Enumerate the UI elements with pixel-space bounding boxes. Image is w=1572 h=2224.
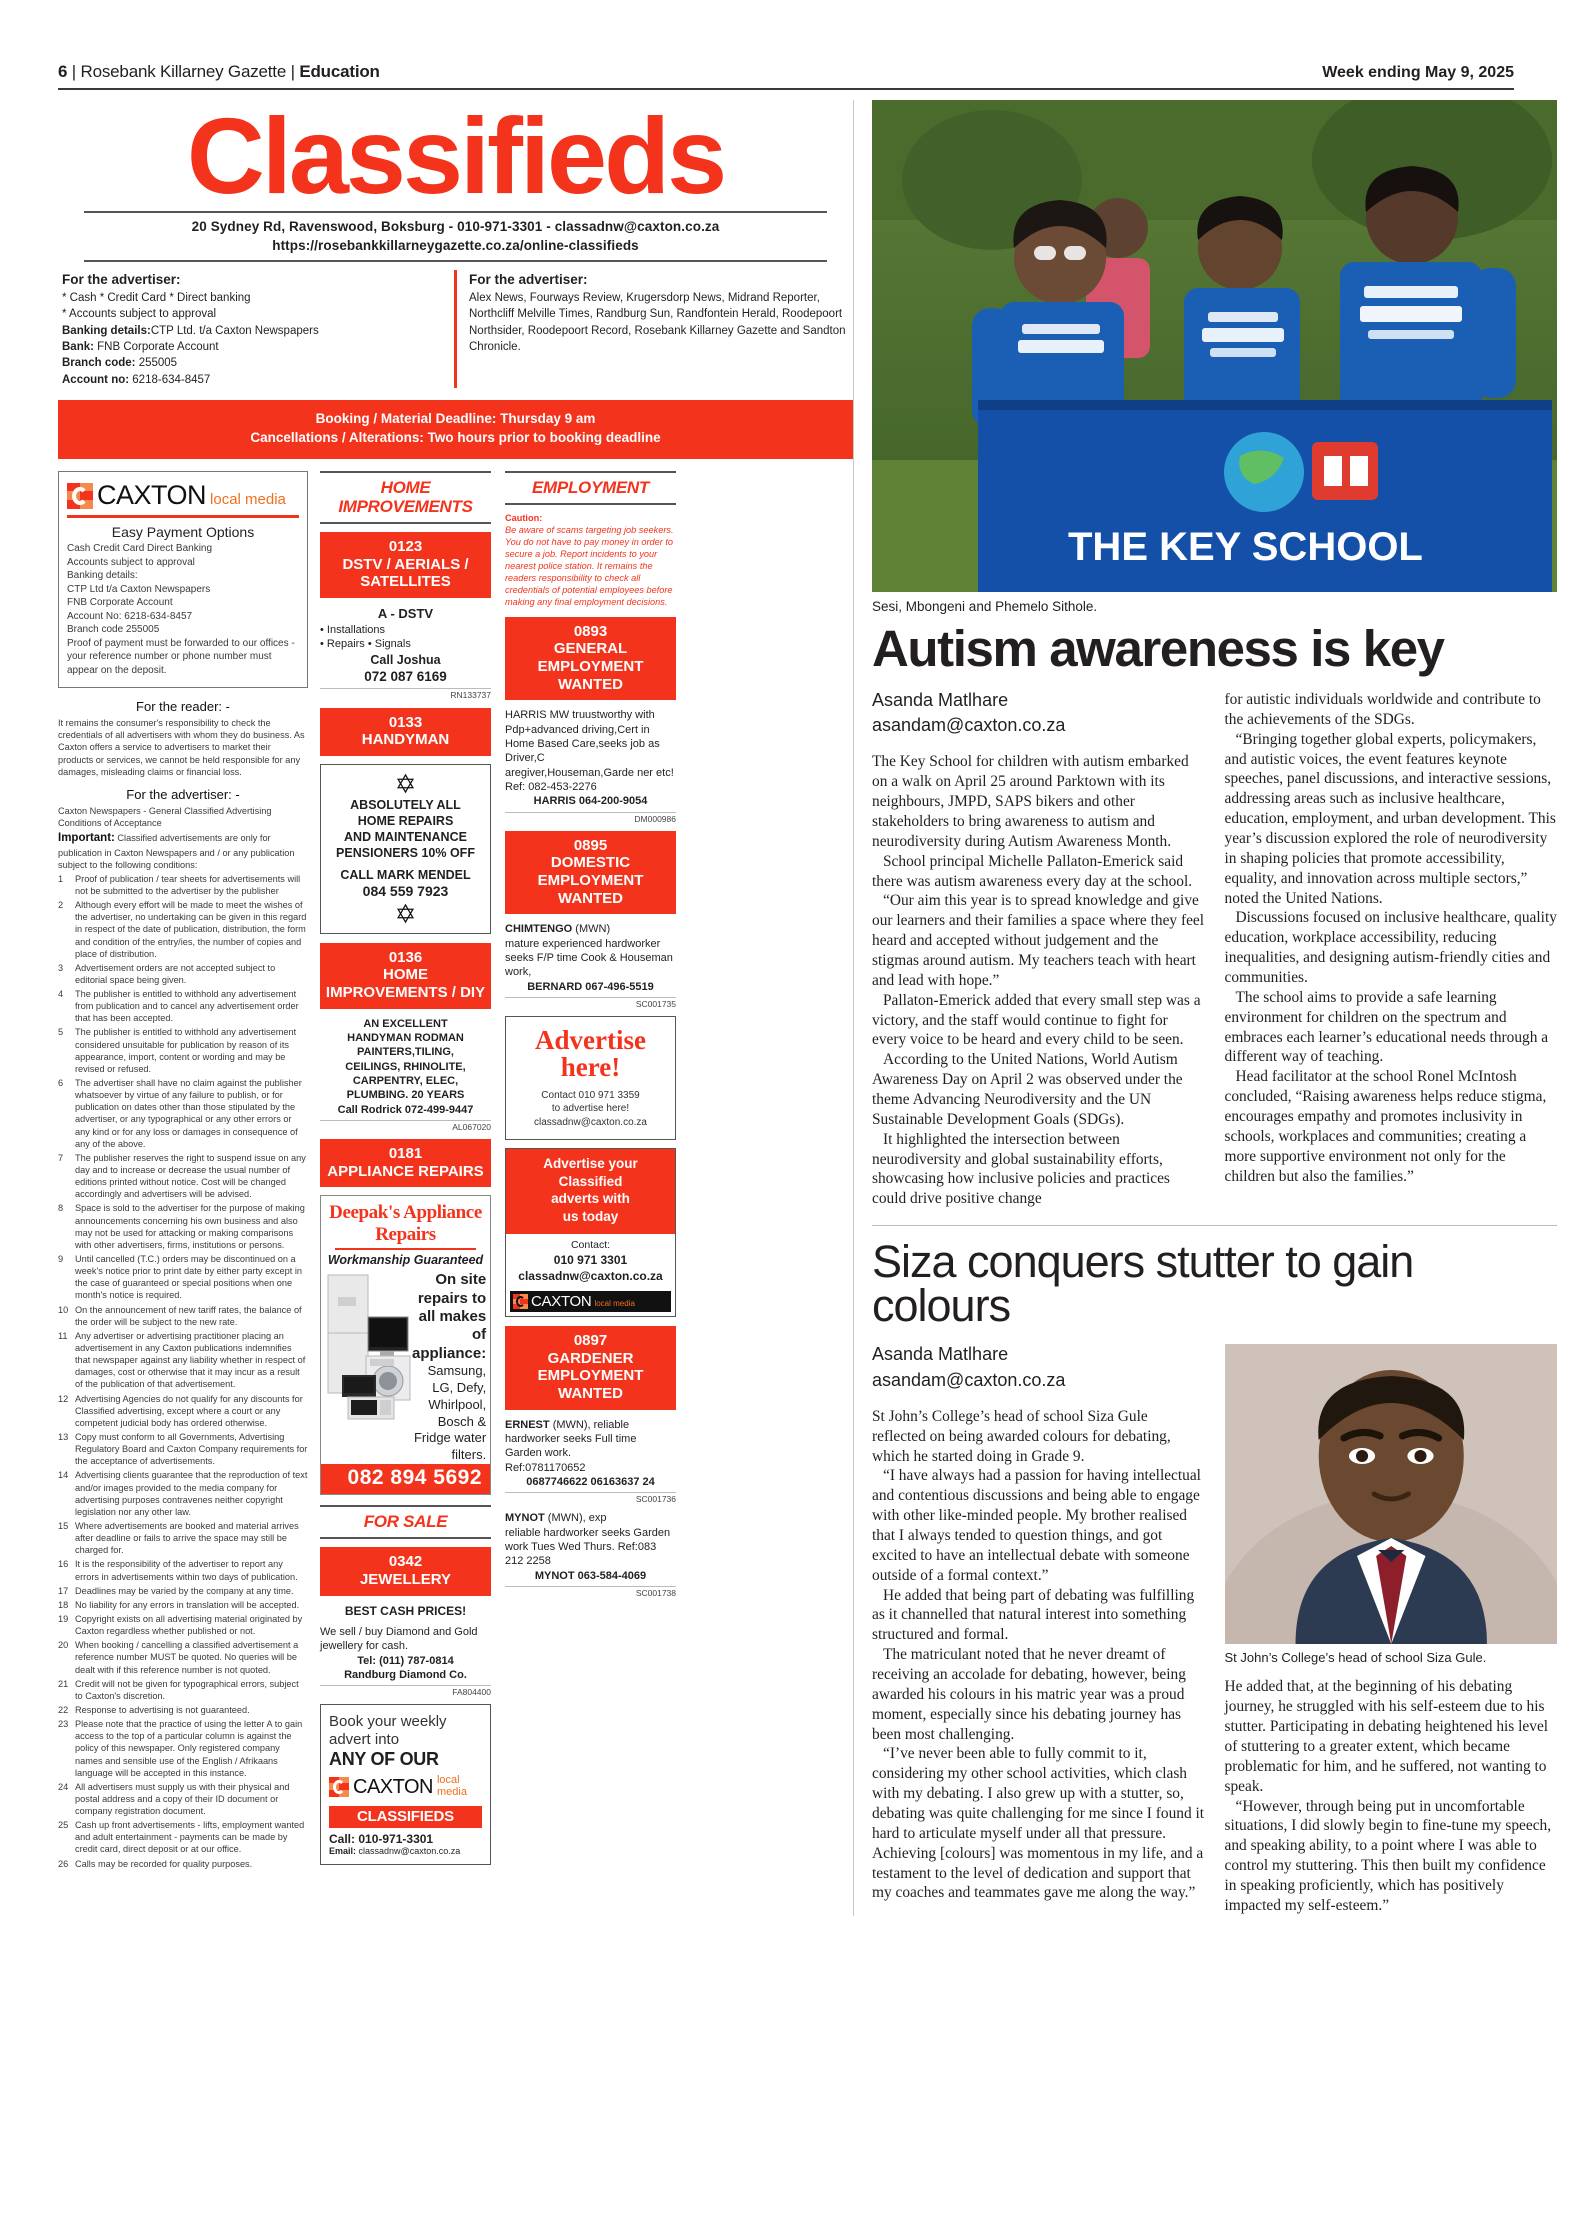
deepak-body	[321, 1271, 490, 1464]
list-item: 20 When booking / cancelling a classified advertisement a reference number MUST be quoted. No queries will be dealt with if this reference number is not quoted.	[58, 1640, 299, 1675]
category-0136[interactable]: 0136 HOME IMPROVEMENTS / DIY	[320, 943, 491, 1009]
deepak-title: Deepak's Appliance Repairs	[329, 1202, 482, 1246]
ad-reference: AL067020	[320, 1120, 491, 1133]
star-of-david-icon: ✡	[394, 768, 417, 799]
caxton-logo: CAXTON local media	[510, 1291, 671, 1312]
list-item: 6 The advertiser shall have no claim against the publisher whatsoever by virtue of any failure to publish, or for publication on dates other than those stipulated by the advertiser, or any typographical or any other errors or any kind or for any loss or damages in consequence of any of the above.	[58, 1078, 302, 1149]
list-item: 3 Advertisement orders are not accepted subject to editorial space being given.	[58, 962, 276, 985]
list-item: 4 The publisher is entitled to withhold any advertisement from publication and to cancel any advertisement order that has been accepted.	[58, 989, 299, 1024]
deepak-warranty: Workmanship Guaranteed	[327, 1253, 484, 1268]
ad-lead-line: ERNEST (MWN), reliable	[505, 1418, 630, 1431]
account-number-line: Account no: 6218-634-8457	[62, 373, 211, 386]
list-item: 1 Proof of publication / tear sheets for advertisements will not be submitted to the advertiser by the publisher	[58, 873, 301, 896]
important-note: Important: Classified advertisements are only for publication in Caxton Newspapers and / or any publication subject to the following conditions:	[58, 832, 295, 870]
classifieds-logo: Classifieds	[186, 95, 725, 216]
branch-code-line: Branch code: 255005	[62, 357, 178, 370]
ad-reference: FA804400	[320, 1685, 491, 1698]
article-divider	[872, 1225, 1557, 1226]
bank-line: Bank: FNB Corporate Account	[62, 340, 219, 353]
book-email-line: Email: classadnw@caxton.co.za	[329, 1845, 461, 1856]
ad-reference: SC001736	[505, 1492, 676, 1505]
advertiser-conditions-line: Caxton Newspapers - General Classified Advertising Conditions of Acceptance	[58, 806, 272, 829]
section-header-employment: EMPLOYMENT	[505, 471, 676, 505]
list-item: 16 It is the responsibility of the advertiser to report any errors in advertisements within two days of publication.	[58, 1559, 298, 1582]
terms-list	[58, 873, 308, 1870]
list-item: 8 Space is sold to the advertiser for the purpose of making announcements concerning his own business and also may not be used for attacking or making comparisons with other advertisers, firms, institutions or persons.	[58, 1203, 305, 1250]
ad-reference: RN133737	[320, 688, 491, 701]
list-item: 23 Please note that the practice of using the letter A to gain access to the top of a particular column is against the policy of this newspaper. Only registered company names and sensible use of the English / Afrikaans language will be accepted in this instance.	[58, 1719, 303, 1778]
article2-text-col1: St John’s College’s head of school Siza Gule reflected on being awarded colours for debating, which he started doing in Grade 9. “I have always had a passion for having intellectual and contentious discussions and being able to engage with other like-minded people. My brother realised that I always tended to question things, and got excited to have an intellectual debate with someone outside of a formal context.” He added that being part of debating was fulfilling as it channelled that natural interest into something structured and formal. The matriculant noted that he never dreamt of receiving an accolade for debating, however, being awarded his colours in his matric year was a proud moment, especially since his debating journey has been most challenging. “I’ve never been able to fully commit to it, considering my other school activities, which clash with my debating. I also grew up with a stutter, so, debating was quite challenging for me since I found it hard to articulate myself under all that pressure. Achieving [colours] was momentous in my life, and a testament to the level of dedication and support that my coaches and teammates gave me along the way.”	[872, 1407, 1205, 1902]
list-item: 17 Deadlines may be varied by the company at any time.	[58, 1585, 294, 1596]
book-call-line: Call: 010-971-3301	[329, 1831, 434, 1846]
category-0342[interactable]: 0342 JEWELLERY	[320, 1547, 491, 1595]
caxton-logo	[67, 480, 299, 511]
article1-column-1	[872, 690, 1205, 1209]
deadline-line-2: Cancellations / Alterations: Two hours prior to booking deadline	[250, 430, 661, 446]
caxton-rule	[67, 515, 299, 518]
article1-photo	[872, 100, 1557, 592]
ad-harris-driver: HARRIS MW truustworthy with Pdp+advanced driving,Cert in Home Based Care,seeks job as Driver,C aregiver,Houseman,Garde ner etc! Ref: 082-453-2276 HARRIS 064-200-9054 DM000986	[505, 709, 676, 824]
list-item: 19 Copyright exists on all advertising material originated by Caxton regardless whether published or not.	[58, 1613, 303, 1637]
list-item: 14 Advertising clients guarantee that the reproduction of text and/or images provided to the media company for advertising purposes contravenes neither copyright legislation nor any other law.	[58, 1470, 308, 1517]
list-item: 5 The publisher is entitled to withhold any advertisement considered unsuitable for publication by reason of its appearance, import, content or wording and may be revised or refused.	[58, 1027, 297, 1074]
article2-body	[872, 1344, 1557, 1915]
svg-text:THE KEY SCHOOL: THE KEY SCHOOL	[1068, 525, 1423, 569]
ad-deepak-appliance-repairs	[320, 1195, 491, 1495]
caxton-payment-box	[58, 471, 308, 688]
ad-handyman-rodman: AN EXCELLENT HANDYMAN RODMAN PAINTERS,TILING, CEILINGS, RHINOLITE, CARPENTRY, ELEC, PLUMBING. 20 YEARS Call Rodrick 072-499-9447 AL067020	[320, 1017, 491, 1133]
siza-gule-portrait	[1225, 1344, 1558, 1644]
for-the-reader-heading: For the reader: -	[136, 699, 230, 715]
article1-text-col2: for autistic individuals worldwide and contribute to the achievements of the SDGs. “Bringing together global experts, policymakers, and autistic voices, the event features keynote speeches, panel discussions, and interactive sessions, addressing areas such as inclusive healthcare, education, employment, and urban development. This year’s discussion explored the role of neurodiversity in shaping policies that promote accessibility, equality, and innovation across multiple sectors,” noted the United Nations. Discussions focused on inclusive healthcare, quality education, workplace accessibility, reducing inequalities, and designing autism-friendly cities and communities. The school aims to provide a safe learning environment for children on the spectrum and embraces each learner’s educational needs through a different way of teaching. Head facilitator at the school Ronel McIntosh concluded, “Raising awareness helps reduce stigma, encourages empathy and promotes inclusivity in schools, workplaces and communities; creating a more supportive environment not only for the children but also the families.”	[1224, 690, 1557, 1185]
caxton-c-icon	[67, 483, 93, 509]
article1-byline-email[interactable]: asandam@caxton.co.za	[872, 715, 1066, 736]
category-0895[interactable]: 0895 DOMESTIC EMPLOYMENT WANTED	[505, 831, 676, 915]
ad-mendel-body: ABSOLUTELY ALL HOME REPAIRS AND MAINTENANCE PENSIONERS 10% OFF CALL MARK MENDEL 084 559 7923	[336, 797, 475, 899]
payment-line-1: * Cash * Credit Card * Direct banking	[62, 291, 251, 304]
ad-chimtengo-cook: CHIMTENGO (MWN) mature experienced hardworker seeks F/P time Cook & Houseman work, BERNARD 067-496-5519 SC001735	[505, 923, 676, 1009]
appliances-photo	[326, 1271, 412, 1464]
folio-left: 6 | Rosebank Killarney Gazette | Education	[58, 62, 380, 81]
terms-and-conditions	[58, 698, 308, 1870]
classifieds-badge: CLASSIFIEDS	[329, 1806, 482, 1828]
folio-page-number: 6	[58, 62, 68, 81]
deepak-underline	[335, 1248, 476, 1250]
article2-portrait-caption: St John’s College’s head of school Siza Gule.	[1224, 1650, 1487, 1666]
article2-column-1	[872, 1344, 1205, 1915]
list-item: 24 All advertisers must supply us with their physical and postal address and a copy of their ID document or company registration document.	[58, 1781, 290, 1817]
folio-section: Education	[299, 62, 380, 81]
advertiser-titles-list: Alex News, Fourways Review, Krugersdorp News, Midrand Reporter, Northcliff Melville Times, Randburg Sun, Randfontein Herald, Roodepoort Northsider, Roodepoort Record, Rosebank Killarney Gazette and Sandton Chronicle.	[469, 291, 846, 353]
deepak-text: On site repairs to all makes of appliance: Samsung, LG, Defy, Whirlpool, Bosch & Fridge water filters.	[412, 1271, 487, 1463]
list-item: 26 Calls may be recorded for quality purposes.	[58, 1858, 253, 1869]
caxton-c-icon	[513, 1294, 528, 1309]
easy-payment-heading: Easy Payment Options	[111, 524, 255, 541]
ad-a-dstv: A - DSTV • Installations • Repairs • Signals Call Joshua 072 087 6169 RN133737	[320, 606, 491, 701]
article1-headline: Autism awareness is key	[872, 620, 1444, 677]
article2-text-col2: He added that, at the beginning of his debating journey, he struggled with his self-esteem due to his stutter. Participating in debating heightened his level of stuttering to a greater extent, which became problematic for him, and he suffered, not wanting to speak. “However, through being put in uncomfortable situations, I did slowly begin to fine-tune my speech, and speaking ability, to a point where I was able to control my stuttering. This then built my confidence in speaking proficiently, which has positively impacted my self-esteem.”	[1224, 1678, 1552, 1914]
list-item: 15 Where advertisements are booked and material arrives after deadline or fails to arrive the space may still be charged for.	[58, 1520, 299, 1556]
employment-caution-note: Caution: Be aware of scams targeting job seekers. You do not have to pay money in order to secure a job. Report incidents to your nearest police station. It remains the readers responsibility to check all credentials of potential employees before making any final employment decisions.	[505, 513, 674, 607]
ad-mynot-gardener: MYNOT (MWN), exp reliable hardworker seeks Garden work Tues Wed Thurs. Ref:083 212 2258 MYNOT 063-584-4069 SC001738	[505, 1512, 676, 1598]
category-0893[interactable]: 0893 GENERAL EMPLOYMENT WANTED	[505, 617, 676, 701]
deadline-banner	[58, 400, 853, 459]
section-header-home-improvements: HOME IMPROVEMENTS	[320, 471, 491, 524]
category-0133[interactable]: 0133 HANDYMAN	[320, 708, 491, 756]
folio-paper-name: Rosebank Killarney Gazette	[80, 62, 287, 81]
advertiser-payment-title: For the advertiser:	[62, 271, 181, 287]
advertiser-payment-box	[62, 270, 442, 388]
list-item: 12 Advertising Agencies do not qualify for any discounts for Classified advertising, except where a court or any competent judicial body has ordered otherwise.	[58, 1393, 303, 1428]
editorial-section	[853, 100, 1557, 1916]
for-the-advertiser-heading: For the advertiser: -	[126, 786, 240, 802]
advertise-with-us-contact: Contact: 010 971 3301 classadnw@caxton.co.za	[518, 1238, 663, 1283]
ad-lead-line: MYNOT (MWN), exp	[505, 1512, 607, 1525]
list-item: 7 The publisher reserves the right to suspend issue on any day and to increase or decrease the usual number of editions printed without notice. Cost will be changed accordingly and advertisers will be advised.	[58, 1152, 306, 1200]
ad-reference: SC001735	[505, 997, 676, 1010]
list-item: 13 Copy must conform to all Governments, Advertising Regulatory Board and Caxton Company requirements for the acceptance of advertisements.	[58, 1431, 308, 1467]
ad-mark-mendel	[320, 764, 491, 934]
terms-column	[58, 471, 308, 1874]
folio-rule	[58, 88, 1514, 90]
caxton-c-icon	[329, 1777, 349, 1797]
article1-byline-name: Asanda Matlhare	[872, 689, 1009, 710]
classified-columns	[58, 471, 853, 1874]
banking-details-line: Banking details:CTP Ltd. t/a Caxton Newspapers	[62, 324, 319, 337]
masthead-address: 20 Sydney Rd, Ravenswood, Boksburg - 010-971-3301 - classadnw@caxton.co.za	[191, 219, 720, 235]
list-item: 2 Although every effort will be made to meet the wishes of the advertiser, no undertaking can be given in this regard in respect of the date of publication, distribution, the form and condition of the entry/ies, the number of copies and place of distribution.	[58, 900, 307, 959]
page-folio-bar	[58, 0, 1514, 88]
ad-advertise-with-us[interactable]	[505, 1148, 676, 1317]
deepak-phone[interactable]: 082 894 5692	[321, 1464, 490, 1494]
advertise-with-us-heading: Advertise your Classified adverts with us today	[506, 1149, 675, 1233]
employment-column	[503, 471, 678, 1874]
star-of-david-icon: ✡	[394, 898, 417, 929]
caxton-logo: CAXTON local media	[329, 1774, 482, 1801]
list-item: 18 No liability for any errors in translation will be accepted.	[58, 1599, 300, 1610]
list-item: 21 Credit will not be given for typographical errors, subject to Caxton's discretion.	[58, 1678, 299, 1701]
article2-portrait	[1225, 1344, 1558, 1644]
caxton-wordmark: CAXTON	[97, 480, 207, 511]
caxton-payment-details: Cash Credit Card Direct Banking Accounts subject to approval Banking details: CTP Ltd t/a Caxton Newspapers FNB Corporate Account Account No: 6218-634-8457 Branch code 255005 Proof of payment must be forwarded to our offices - your reference number or phone number must appear on the deposit.	[67, 543, 295, 676]
article1-body	[872, 690, 1557, 1209]
autism-walk-photo	[872, 100, 1557, 592]
ad-randburg-diamond: BEST CASH PRICES! We sell / buy Diamond and Gold jewellery for cash. Tel: (011) 787-0814 Randburg Diamond Co. FA804400	[320, 1603, 491, 1698]
article2-byline-email[interactable]: asandam@caxton.co.za	[872, 1369, 1066, 1390]
ad-reference: SC001738	[505, 1586, 676, 1599]
list-item: 11 Any advertiser or advertising practitioner placing an advertisement in any Caxton publications indemnifies that newspaper against any liability whether in respect of damages, cost or otherwise that it may incur as a result of the publication of that advertisement.	[58, 1330, 306, 1390]
home-improvements-column	[318, 471, 493, 1874]
article1-column-2	[1225, 690, 1558, 1209]
category-0181[interactable]: 0181 APPLIANCE REPAIRS	[320, 1139, 491, 1187]
list-item: 9 Until cancelled (T.C.) orders may be discontinued on a week's notice prior to print date by either party except in the case of guaranteed or special positions when one month's notice is required.	[58, 1254, 302, 1301]
page-columns	[58, 95, 1557, 1916]
category-0897[interactable]: 0897 GARDENER EMPLOYMENT WANTED	[505, 1326, 676, 1410]
list-item: 25 Cash up front advertisements - lifts, employment wanted and adult entertainment - payments can be made by credit card, direct deposit or at our office.	[58, 1820, 305, 1855]
classifieds-section	[58, 95, 853, 1916]
article1-caption: Sesi, Mbongeni and Phemelo Sithole.	[872, 599, 1098, 614]
appliances-icon	[326, 1271, 412, 1421]
article1-text-col1: The Key School for children with autism embarked on a walk on April 25 around Parktown with its neighbours, JMPD, SAPS bikers and other stakeholders to bring awareness to autism and neurodiversity during Autism Awareness Month. School principal Michelle Pallaton-Emerick said there was autism awareness every day at the school. “Our aim this year is to spread knowledge and give our learners and their families a space where they feel heard and accepted without judgement and the stigmas around autism. My teachers teach with heart and lead with hope.” Pallaton-Emerick added that every small step was a victory, and the staff would continue to fight for every voice to be heard and every child to be seen. According to the United Nations, World Autism Awareness Day on April 2 was observed under the theme Advancing Neurodiversity and the UN Sustainable Development Goals (SDGs). It highlighted the intersection between neurodiversity and global sustainability efforts, showcasing how inclusive policies and practices could drive positive change	[872, 753, 1205, 1208]
advertiser-titles-box	[454, 270, 849, 388]
advertiser-info-row	[58, 270, 853, 388]
folio-date: Week ending May 9, 2025	[1322, 64, 1514, 81]
list-item: 10 On the announcement of new tariff rates, the balance of the order will be subject to the new rate.	[58, 1304, 302, 1327]
list-item: 22 Response to advertising is not guaranteed.	[58, 1704, 250, 1715]
caxton-tagline: local media	[210, 491, 286, 509]
deadline-line-1: Booking / Material Deadline: Thursday 9 am	[315, 410, 596, 426]
masthead-contact-box	[84, 211, 827, 261]
ad-advertise-here[interactable]: Advertise here! Contact 010 971 3359 to advertise here! classadnw@caxton.co.za	[505, 1016, 676, 1141]
ad-book-weekly-advert[interactable]: Book your weekly advert into ANY OF OUR CAXTON local media CLASSIFIEDS Call: 010-971-3301 Email: classadnw@caxton.co.za	[320, 1704, 491, 1864]
section-header-for-sale: FOR SALE	[320, 1505, 491, 1539]
for-the-reader-body: It remains the consumer's responsibility to check the credentials of all advertisers with whom they do business. As Caxton offers a service to advertisers to market their products or services, we cannot be held responsible for any damages, misleading claims or financial loss.	[58, 718, 305, 777]
category-0123[interactable]: 0123 DSTV / AERIALS / SATELLITES	[320, 532, 491, 598]
ad-reference: DM000986	[505, 812, 676, 825]
masthead-website[interactable]: https://rosebankkillarneygazette.co.za/online-classifieds	[272, 237, 639, 253]
payment-line-2: * Accounts subject to approval	[62, 308, 217, 321]
ad-ernest-gardener: ERNEST (MWN), reliable hardworker seeks Full time Garden work. Ref:0781170652 0687746622 06163637 24 SC001736	[505, 1418, 676, 1505]
article2-byline-name: Asanda Matlhare	[872, 1344, 1009, 1365]
article2-column-2	[1225, 1344, 1558, 1915]
article2-headline: Siza conquers stutter to gain colours	[872, 1236, 1414, 1332]
ad-lead-line: CHIMTENGO (MWN)	[505, 923, 611, 936]
advertiser-titles-title: For the advertiser:	[469, 271, 588, 287]
